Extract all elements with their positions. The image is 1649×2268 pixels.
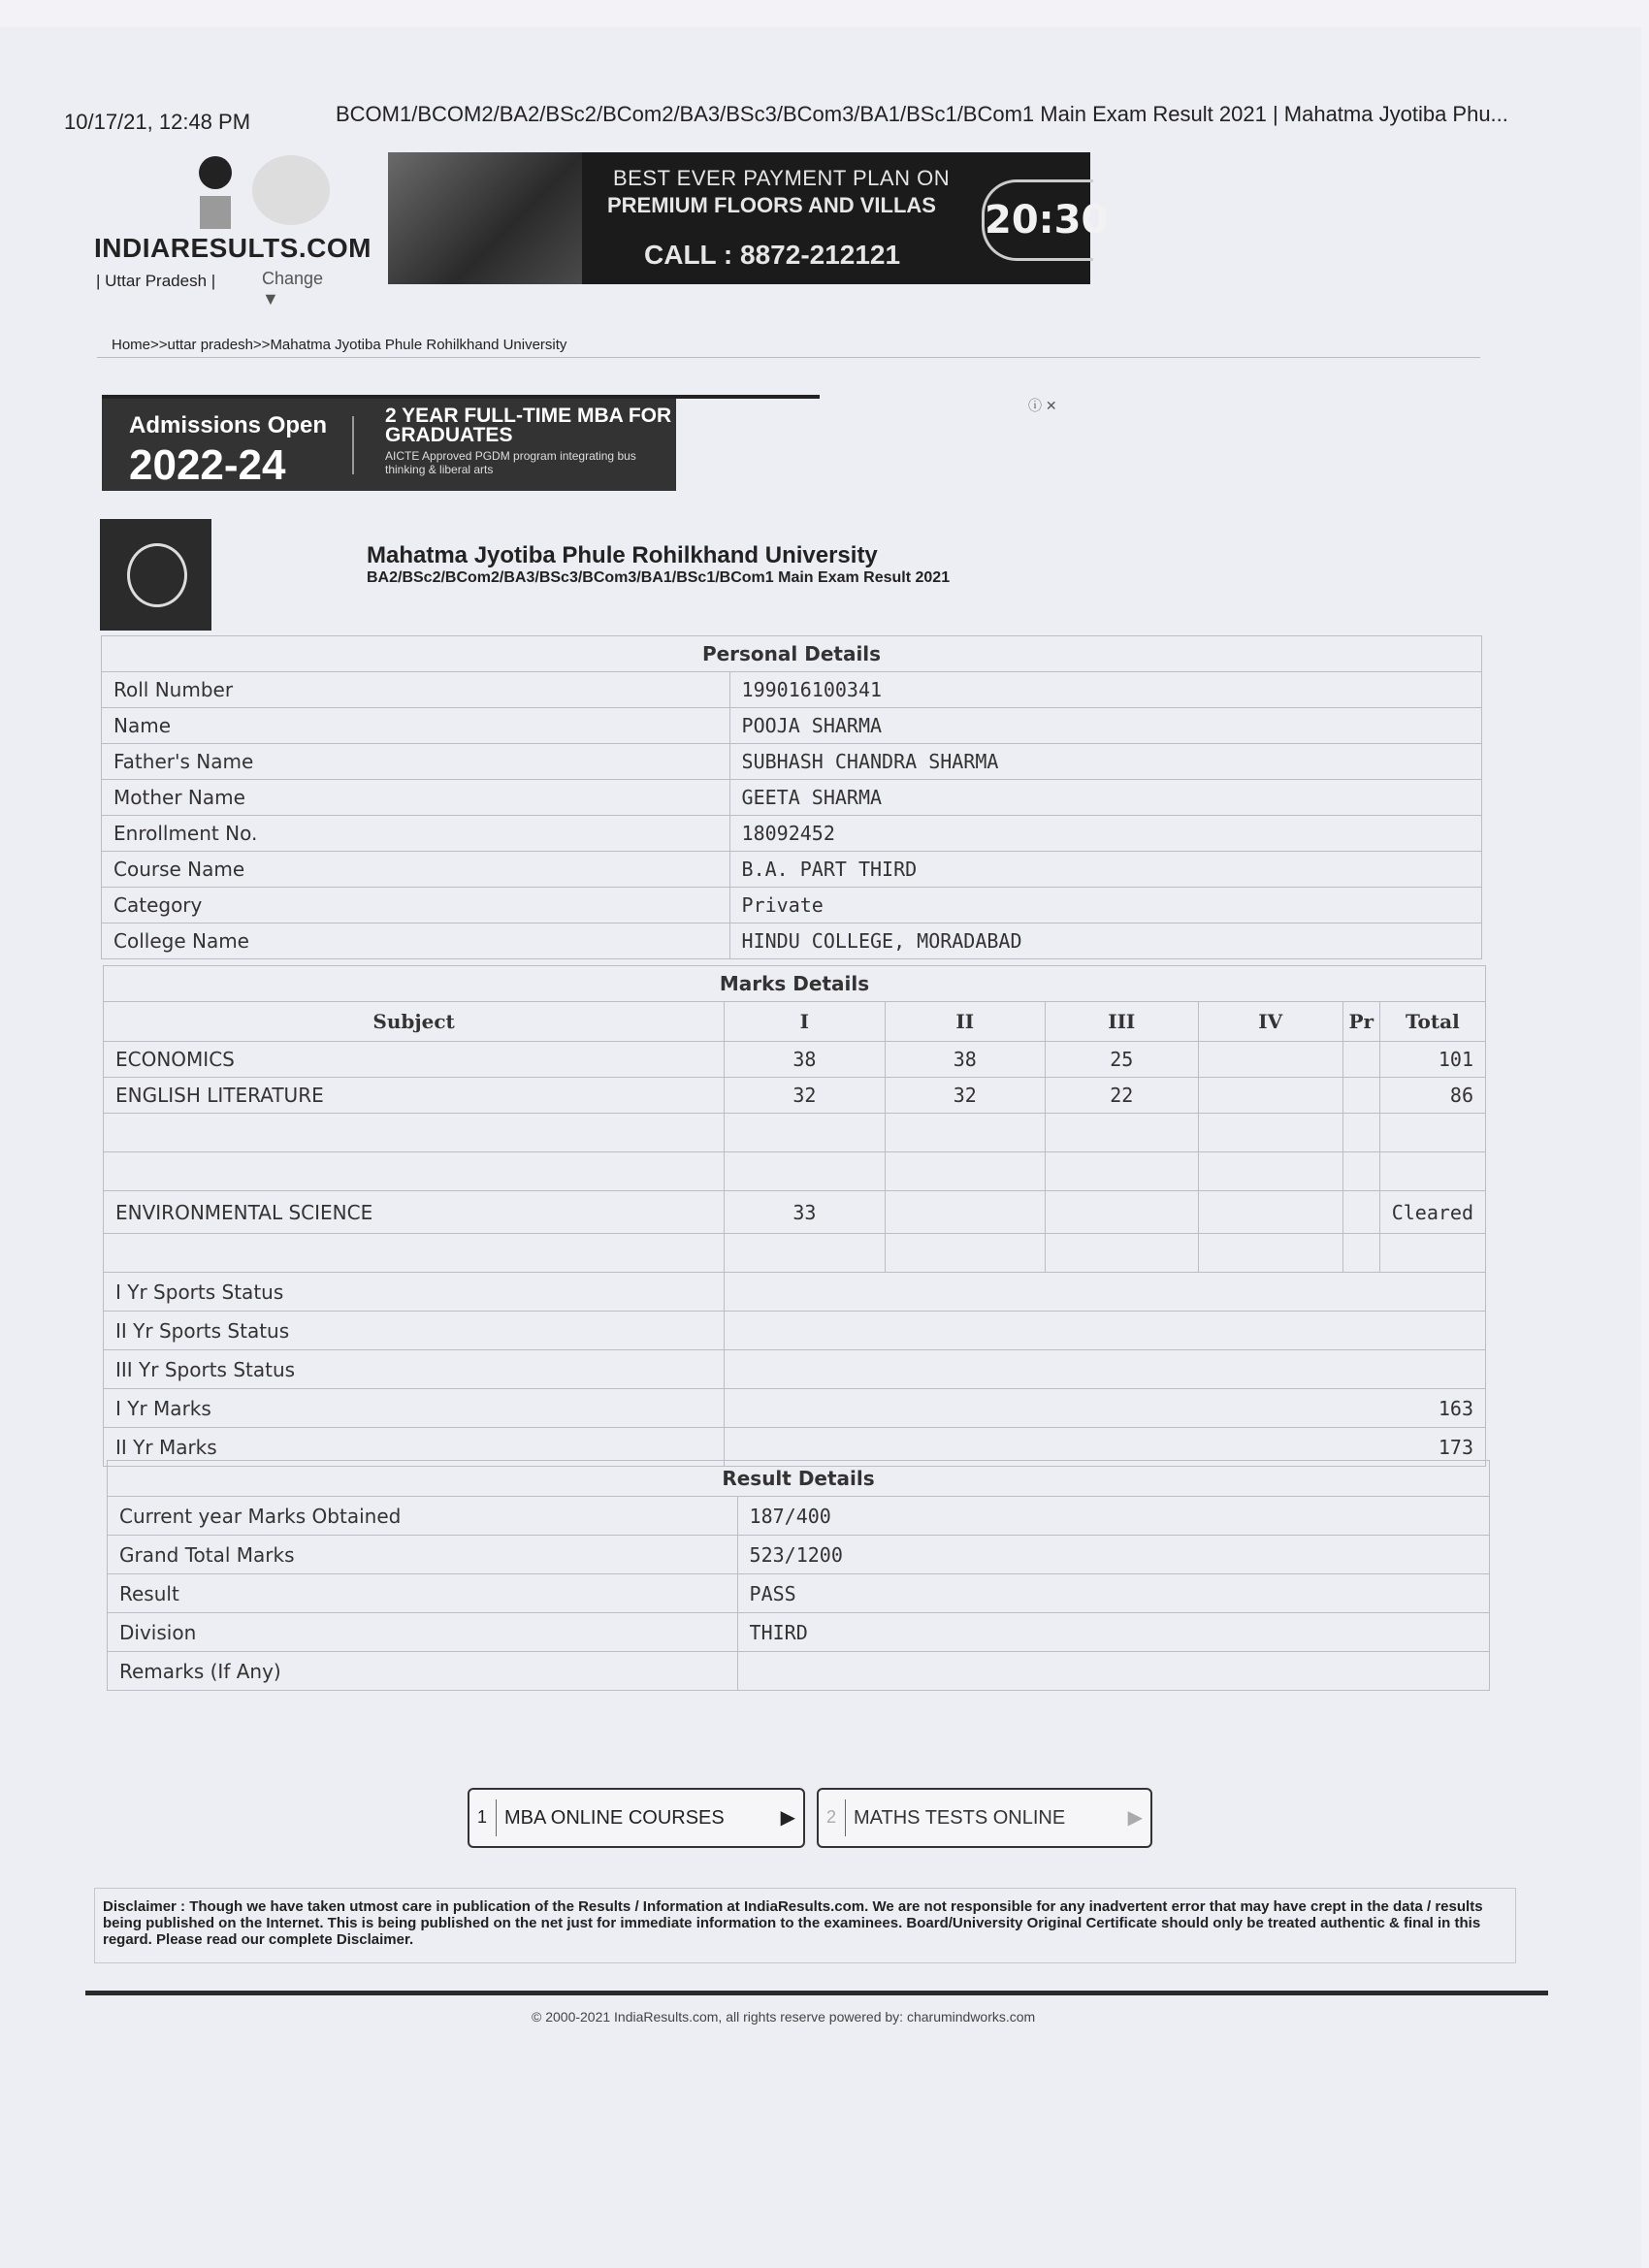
ad-headline: 2 YEAR FULL-TIME MBA FOR GRADUATES (385, 405, 672, 446)
row-label: Category (102, 888, 730, 923)
extra-value (725, 1312, 1486, 1350)
ad-line-1: BEST EVER PAYMENT PLAN ON (613, 166, 951, 190)
row-label: Father's Name (102, 744, 730, 780)
mark-pr (1342, 1191, 1379, 1234)
row-label: Grand Total Marks (108, 1536, 738, 1574)
extra-value: 163 (725, 1389, 1486, 1428)
mark-iv (1198, 1078, 1342, 1114)
subject (104, 1114, 725, 1152)
table-row (102, 780, 1482, 816)
mark-ii (885, 1114, 1045, 1152)
mark-iii (1045, 1152, 1198, 1191)
row-value: 187/400 (737, 1497, 1489, 1536)
ad-years: 2022-24 (129, 441, 286, 489)
university-seal-icon (100, 519, 211, 631)
site-logo[interactable] (92, 150, 372, 308)
table-row (104, 1152, 1486, 1191)
row-label: Mother Name (102, 780, 730, 816)
mark-ii: 32 (885, 1078, 1045, 1114)
row-label: Roll Number (102, 672, 730, 708)
personal-heading: Personal Details (102, 636, 1482, 672)
mark-iii (1045, 1234, 1198, 1273)
table-row (102, 744, 1482, 780)
col-pr: Pr (1342, 1002, 1379, 1042)
subject: ENVIRONMENTAL SCIENCE (104, 1191, 725, 1234)
row-label: Current year Marks Obtained (108, 1497, 738, 1536)
link-mba-online-courses[interactable] (468, 1788, 805, 1848)
ad-subtext: AICTE Approved PGDM program integrating bus thinking & liberal arts (385, 449, 636, 476)
table-row (104, 1114, 1486, 1152)
table-row (102, 852, 1482, 888)
mark-total: 101 (1379, 1042, 1485, 1078)
mark-ii (885, 1152, 1045, 1191)
mark-iv (1198, 1042, 1342, 1078)
row-value: THIRD (737, 1613, 1489, 1652)
mark-total: 86 (1379, 1078, 1485, 1114)
university-name: Mahatma Jyotiba Phule Rohilkhand University (367, 542, 878, 568)
copyright: © 2000-2021 IndiaResults.com, all rights reserve powered by: charumindworks.com (532, 2009, 1036, 2025)
extra-label: II Yr Sports Status (104, 1312, 725, 1350)
col-iv: IV (1198, 1002, 1342, 1042)
row-value (737, 1652, 1489, 1691)
disclaimer: Disclaimer : Though we have taken utmost care in publication of the Results / Information at IndiaResults.com. We are not responsible for any inadvertent error that may have crept in the data / results being published on the Internet. This is being published on the net just for immediate information to the examinees. Board/University Original Certificate should only be treated authentic & final in this regard. Please read our complete Disclaimer. (94, 1888, 1516, 1963)
ad-choices-icon[interactable]: ⓘ ✕ (1028, 398, 1057, 413)
extra-label: I Yr Sports Status (104, 1273, 725, 1312)
result-details-table (107, 1460, 1490, 1691)
subject: ENGLISH LITERATURE (104, 1078, 725, 1114)
extra-value (725, 1273, 1486, 1312)
col-i: I (725, 1002, 885, 1042)
col-total: Total (1379, 1002, 1485, 1042)
table-row (104, 1042, 1486, 1078)
table-row (102, 672, 1482, 708)
change-state-link[interactable]: Change ▼ (262, 269, 324, 308)
table-row (104, 1350, 1486, 1389)
ad-banner-property[interactable] (388, 152, 1109, 284)
ad-banner-mba[interactable] (102, 399, 676, 491)
row-value: HINDU COLLEGE, MORADABAD (729, 923, 1481, 959)
table-row (102, 923, 1482, 959)
table-row (104, 1273, 1486, 1312)
play-arrow-icon: ▶ (1127, 1807, 1143, 1829)
mark-ii: 38 (885, 1042, 1045, 1078)
col-subject: Subject (104, 1002, 725, 1042)
mark-pr (1342, 1234, 1379, 1273)
table-row (102, 708, 1482, 744)
table-row (108, 1497, 1490, 1536)
mark-i (725, 1114, 885, 1152)
mark-iv (1198, 1234, 1342, 1273)
mark-pr (1342, 1078, 1379, 1114)
extra-label: III Yr Sports Status (104, 1350, 725, 1389)
extra-label: II Yr Marks (104, 1428, 725, 1467)
row-label: Result (108, 1574, 738, 1613)
mark-iii: 25 (1045, 1042, 1198, 1078)
link-maths-tests-online[interactable] (817, 1788, 1152, 1848)
ad-clock: 20:30 (982, 179, 1093, 261)
row-label: Division (108, 1613, 738, 1652)
table-row (104, 1078, 1486, 1114)
table-row (102, 888, 1482, 923)
mark-iv (1198, 1114, 1342, 1152)
site-logo-text: INDIARESULTS.COM (94, 233, 372, 263)
row-value: 18092452 (729, 816, 1481, 852)
print-datetime: 10/17/21, 12:48 PM (64, 110, 251, 134)
mark-total (1379, 1152, 1485, 1191)
footer-divider (85, 1991, 1548, 1995)
table-row (104, 1191, 1486, 1234)
table-row (102, 816, 1482, 852)
row-label: Course Name (102, 852, 730, 888)
extra-label: I Yr Marks (104, 1389, 725, 1428)
mark-iii: 22 (1045, 1078, 1198, 1114)
extra-value (725, 1350, 1486, 1389)
table-row (108, 1613, 1490, 1652)
ad-line-2: PREMIUM FLOORS AND VILLAS (607, 193, 936, 217)
mark-iv (1198, 1152, 1342, 1191)
marks-heading: Marks Details (104, 966, 1486, 1002)
exam-name: BA2/BSc2/BCom2/BA3/BSc3/BCom3/BA1/BSc1/BCom1 Main Exam Result 2021 (367, 569, 951, 586)
link-label: MATHS TESTS ONLINE (854, 1807, 1066, 1829)
mark-pr (1342, 1114, 1379, 1152)
breadcrumb[interactable]: Home>>uttar pradesh>>Mahatma Jyotiba Phule Rohilkhand University (112, 337, 567, 353)
link-divider (845, 1799, 846, 1836)
row-value: 199016100341 (729, 672, 1481, 708)
mark-pr (1342, 1042, 1379, 1078)
row-value: GEETA SHARMA (729, 780, 1481, 816)
table-row (108, 1536, 1490, 1574)
link-label: MBA ONLINE COURSES (504, 1807, 725, 1829)
mark-iv (1198, 1191, 1342, 1234)
mark-i: 33 (725, 1191, 885, 1234)
row-label: Name (102, 708, 730, 744)
mark-i (725, 1234, 885, 1273)
row-value: SUBHASH CHANDRA SHARMA (729, 744, 1481, 780)
row-value: PASS (737, 1574, 1489, 1613)
mark-i: 32 (725, 1078, 885, 1114)
mark-total (1379, 1114, 1485, 1152)
ad-photo (388, 152, 582, 284)
print-page-title: BCOM1/BCOM2/BA2/BSc2/BCom2/BA3/BSc3/BCom3/BA1/BSc1/BCom1 Main Exam Result 2021 | Mahatma Jyotiba Phu... (336, 102, 1508, 126)
link-divider (496, 1799, 497, 1836)
table-row (108, 1574, 1490, 1613)
mark-i: 38 (725, 1042, 885, 1078)
mark-ii (885, 1191, 1045, 1234)
marks-details-table (103, 965, 1486, 1467)
extra-value: 173 (725, 1428, 1486, 1467)
seal-emblem (127, 543, 187, 607)
row-value: POOJA SHARMA (729, 708, 1481, 744)
current-state: | Uttar Pradesh | (96, 272, 216, 290)
row-value: Private (729, 888, 1481, 923)
col-ii: II (885, 1002, 1045, 1042)
row-value: B.A. PART THIRD (729, 852, 1481, 888)
mark-total (1379, 1234, 1485, 1273)
mark-iii (1045, 1191, 1198, 1234)
col-iii: III (1045, 1002, 1198, 1042)
mark-total: Cleared (1379, 1191, 1485, 1234)
link-number: 2 (826, 1807, 837, 1827)
subject (104, 1234, 725, 1273)
mark-ii (885, 1234, 1045, 1273)
play-arrow-icon: ▶ (780, 1807, 795, 1829)
table-row (104, 1234, 1486, 1273)
row-label: Remarks (If Any) (108, 1652, 738, 1691)
row-label: Enrollment No. (102, 816, 730, 852)
mark-pr (1342, 1152, 1379, 1191)
result-heading: Result Details (108, 1461, 1490, 1497)
row-label: College Name (102, 923, 730, 959)
table-row (108, 1652, 1490, 1691)
ad-separator (352, 416, 354, 474)
row-value: 523/1200 (737, 1536, 1489, 1574)
subject (104, 1152, 725, 1191)
logo-mark-icon (192, 155, 239, 231)
table-row (104, 1389, 1486, 1428)
table-row (104, 1312, 1486, 1350)
mark-iii (1045, 1114, 1198, 1152)
state-map-icon (252, 155, 330, 225)
breadcrumb-divider (97, 357, 1480, 358)
ad-admissions: Admissions Open (129, 412, 328, 438)
ad-phone: CALL : 8872-212121 (644, 240, 901, 270)
mark-i (725, 1152, 885, 1191)
subject: ECONOMICS (104, 1042, 725, 1078)
personal-details-table (101, 635, 1482, 959)
link-number: 1 (477, 1807, 488, 1827)
